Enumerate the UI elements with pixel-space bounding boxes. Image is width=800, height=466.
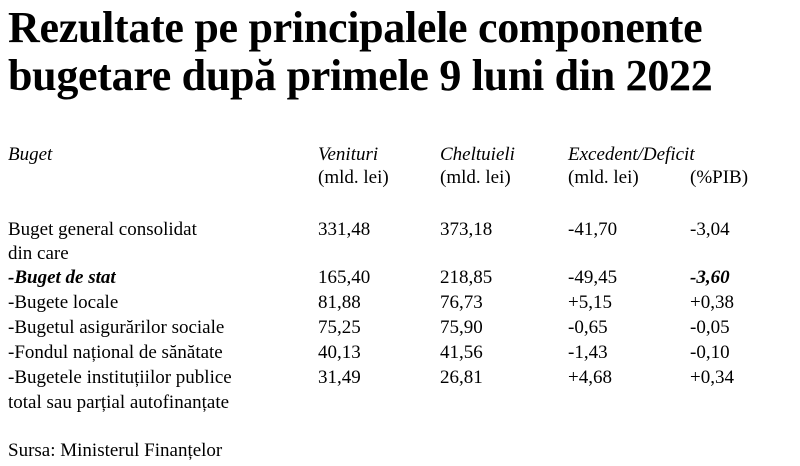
row-name-cont: din care — [8, 243, 69, 264]
title-line-2: bugetare după primele 9 luni din 2022 — [8, 51, 713, 100]
header-venituri: Venituri — [318, 144, 379, 165]
page-title — [8, 4, 798, 100]
cell-excedent: -49,45 — [568, 267, 618, 288]
cell-excedent: +4,68 — [568, 367, 612, 388]
row-name: -Bugete locale — [8, 292, 119, 313]
header-excedent-deficit: Excedent/Deficit — [568, 144, 695, 165]
row-name-cont: total sau parțial autofinanțate — [8, 392, 230, 413]
cell-pib: -0,10 — [690, 342, 730, 363]
row-name: Buget general consolidat — [8, 219, 197, 240]
cell-excedent: -1,43 — [568, 342, 608, 363]
source-note: Sursa: Ministerul Finanțelor — [8, 440, 223, 461]
cell-excedent: -41,70 — [568, 219, 618, 240]
row-name: -Buget de stat — [8, 267, 116, 288]
header-cheltuieli: Cheltuieli — [440, 144, 515, 165]
header-unit-excedent: (mld. lei) — [568, 167, 639, 188]
header-unit-cheltuieli: (mld. lei) — [440, 167, 511, 188]
header-buget: Buget — [8, 144, 53, 165]
cell-venituri: 31,49 — [318, 367, 361, 388]
cell-cheltuieli: 373,18 — [440, 219, 493, 240]
cell-venituri: 75,25 — [318, 317, 361, 338]
title-line-1: Rezultate pe principalele componente — [8, 3, 703, 52]
cell-excedent: -0,65 — [568, 317, 608, 338]
row-name: -Fondul național de sănătate — [8, 342, 223, 363]
cell-pib: +0,34 — [690, 367, 734, 388]
cell-excedent: +5,15 — [568, 292, 612, 313]
cell-pib: -0,05 — [690, 317, 730, 338]
cell-cheltuieli: 218,85 — [440, 267, 493, 288]
row-name: -Bugetul asigurărilor sociale — [8, 317, 225, 338]
cell-venituri: 81,88 — [318, 292, 361, 313]
cell-pib: -3,60 — [690, 267, 730, 288]
row-name: -Bugetele instituțiilor publice — [8, 367, 232, 388]
cell-venituri: 40,13 — [318, 342, 361, 363]
header-unit-pib: (%PIB) — [690, 167, 749, 188]
cell-cheltuieli: 75,90 — [440, 317, 483, 338]
cell-cheltuieli: 41,56 — [440, 342, 483, 363]
cell-cheltuieli: 76,73 — [440, 292, 483, 313]
cell-venituri: 331,48 — [318, 219, 371, 240]
cell-cheltuieli: 26,81 — [440, 367, 483, 388]
cell-pib: +0,38 — [690, 292, 734, 313]
cell-pib: -3,04 — [690, 219, 730, 240]
cell-venituri: 165,40 — [318, 267, 371, 288]
header-unit-venituri: (mld. lei) — [318, 167, 389, 188]
